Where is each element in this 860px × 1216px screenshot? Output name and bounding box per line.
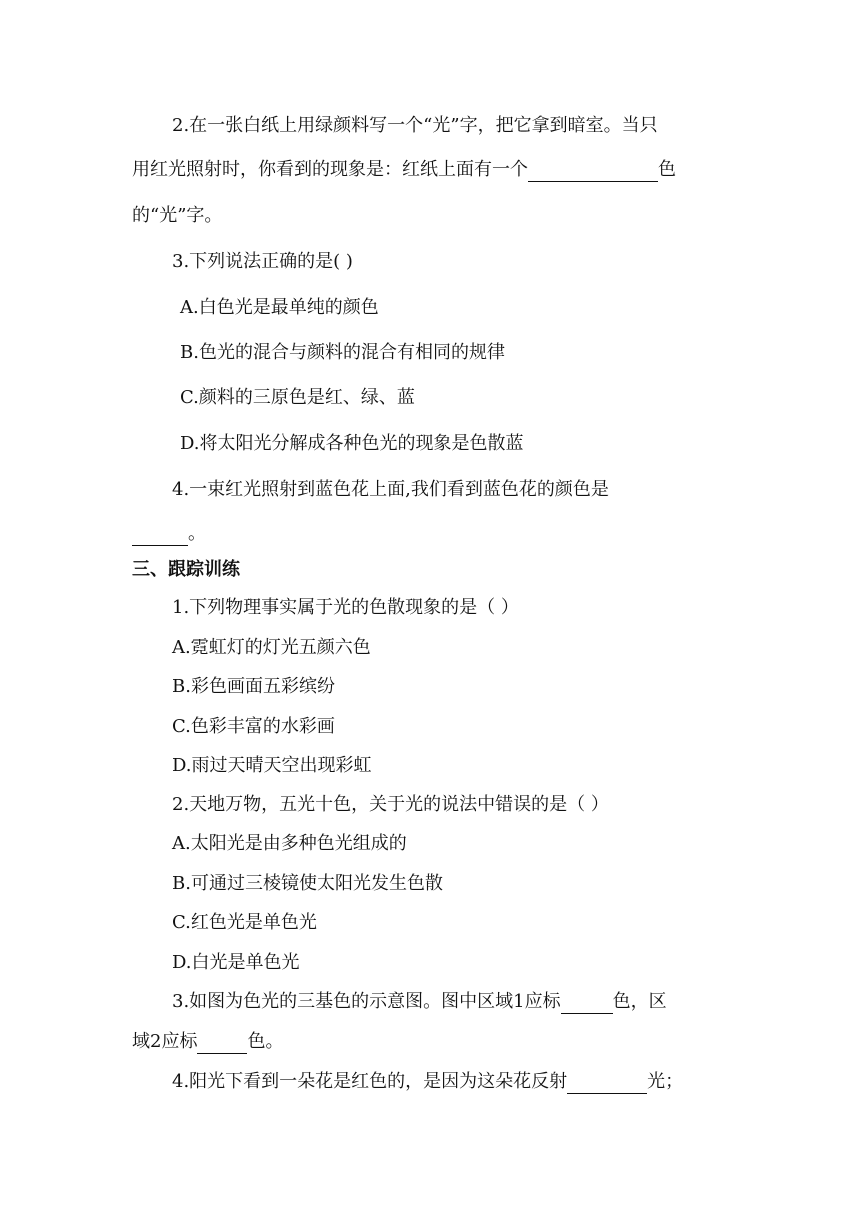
- question-2-line-1: 2.在一张白纸上用绿颜料写一个“光”字，把它拿到暗室。当只: [172, 115, 658, 136]
- track-question-4-line-1: [172, 1070, 683, 1094]
- question-3-option-a: A.白色光是最单纯的颜色: [180, 297, 379, 318]
- answer-blank[interactable]: [567, 1073, 647, 1094]
- question-2-line-3: 的“光”字。: [132, 205, 223, 226]
- section-heading: 三、跟踪训练: [132, 559, 240, 580]
- track-question-2-option-d: D.白光是单色光: [172, 952, 300, 973]
- question-3-stem: 3.下列说法正确的是( ): [172, 251, 353, 272]
- question-2-line-2: [132, 158, 676, 182]
- track-question-2-stem: 2.天地万物，五光十色，关于光的说法中错误的是（ ）: [172, 794, 609, 815]
- answer-blank[interactable]: [528, 161, 658, 182]
- track-question-4-text: 4.阳光下看到一朵花是红色的，是因为这朵花反射: [172, 1071, 568, 1092]
- question-4-text-end: 。: [188, 523, 206, 544]
- track-question-3-line-2: [132, 1030, 283, 1054]
- track-question-1-option-a: A.霓虹灯的灯光五颜六色: [172, 637, 371, 658]
- track-question-1-option-c: C.色彩丰富的水彩画: [172, 716, 335, 737]
- track-question-3-text-end: 色，区: [612, 991, 667, 1012]
- question-4-line-2: [132, 522, 206, 546]
- answer-blank[interactable]: [197, 1033, 247, 1054]
- track-question-3-text-2: 域2应标: [132, 1031, 198, 1052]
- track-question-2-option-b: B.可通过三棱镜使太阳光发生色散: [172, 873, 443, 894]
- track-question-2-option-a: A.太阳光是由多种色光组成的: [172, 833, 407, 854]
- question-2-text: 用红光照射时，你看到的现象是：红纸上面有一个: [132, 159, 528, 180]
- track-question-1-stem: 1.下列物理事实属于光的色散现象的是（ ）: [172, 597, 519, 618]
- track-question-3-text: 3.如图为色光的三基色的示意图。图中区域1应标: [172, 991, 561, 1012]
- question-3-option-d: D.将太阳光分解成各种色光的现象是色散蓝: [180, 433, 524, 454]
- question-2-text-end: 色: [658, 159, 676, 180]
- track-question-3-line-1: [172, 990, 667, 1014]
- track-question-1-option-b: B.彩色画面五彩缤纷: [172, 676, 335, 697]
- answer-blank[interactable]: [132, 525, 188, 546]
- track-question-3-text-2-end: 色。: [247, 1031, 284, 1052]
- question-3-option-c: C.颜料的三原色是红、绿、蓝: [180, 387, 415, 408]
- track-question-4-text-end: 光；: [647, 1071, 684, 1092]
- question-3-option-b: B.色光的混合与颜料的混合有相同的规律: [180, 342, 505, 363]
- track-question-2-option-c: C.红色光是单色光: [172, 912, 317, 933]
- answer-blank[interactable]: [561, 993, 613, 1014]
- track-question-1-option-d: D.雨过天晴天空出现彩虹: [172, 755, 372, 776]
- question-4-line-1: 4.一束红光照射到蓝色花上面,我们看到蓝色花的颜色是: [172, 479, 609, 500]
